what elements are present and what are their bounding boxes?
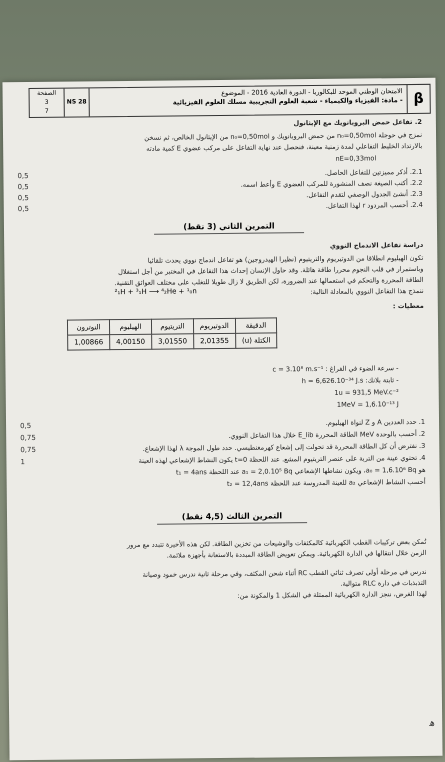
table-cell: الكتلة (u) (235, 333, 276, 348)
ex2-para-3: الطاقة المحررة والتحكم في استعمالها عند الضرورة، لكن الطريق لا زال طويلا للتغلب على مختلف العوائق التقنية. (114, 275, 424, 288)
constant-mev: 1MeV = 1,6.10⁻¹³ J (336, 400, 399, 409)
exam-sheet (2, 78, 442, 760)
ex3-para-2: الزمن خلال انتقالها في الدارة الكهربائية. ويمكن تعويض الطاقة المبددة بالاستعانة بأجهزة ملائمة. (166, 548, 427, 560)
chem-q4-points: 0,5 (17, 205, 29, 214)
table-row (68, 333, 277, 350)
chem-line-1: نمزج في حوجلة n₀=0,50mol من حمض البروبانويك و n₀=0,50mol من الإيثانول الخالص، ثم نسخن (144, 130, 423, 142)
chem-q3: 2.3. أنشئ الجدول الوصفي لتقدم التفاعل. (306, 189, 423, 200)
ex2-para-2: وباستمرار في قلب النجوم محررا طاقة هائلة. وقد حاول الإنسان إحداث هذا التفاعل في المختبر من أجل استغلال (118, 264, 424, 277)
signature-mark: ﻫ (429, 717, 435, 729)
table-header: الدقيقة (235, 318, 276, 333)
chem-q2-points: 0,5 (17, 183, 29, 192)
table-cell: 3,01550 (152, 334, 194, 349)
ex2-q2-points: 0,75 (20, 433, 36, 443)
table-cell: 2,01355 (193, 333, 235, 348)
ex3-para-3: ندرس في مرحلة أولى تصرف ثنائي القطب RC أثناء شحن المكثف، وفي مرحلة ثانية ندرس خمود وصيانة (142, 567, 427, 579)
page-number-box: الصفحة 3 7 (30, 89, 65, 117)
header-line-1: الامتحان الوطني الموحد للبكالوريا - الدورة العادية 2016 - الموضوع (221, 87, 403, 97)
header-mark: β (407, 85, 430, 113)
table-cell: 1,00866 (68, 335, 110, 350)
chem-q3-points: 0,5 (17, 194, 29, 203)
ex2-q4-line-2: هو a₀ = 1,6.10⁶ Bq، ويكون نشاطها الإشعاعي a₁ = 2,0.10⁵ Bq عند اللحظة t₁ = 4ans (175, 465, 426, 477)
ex2-para-1: تكون الهيليوم انطلاقا من الدوتيريوم والتريتيوم (نظيرا الهيدروجين) هو تفاعل اندماج نووي يحدث تلقائيا (147, 253, 424, 265)
chem-line-3: nE=0,33mol (335, 154, 377, 163)
exam-code: NS 28 (65, 88, 90, 116)
table-cell: 4,00150 (110, 334, 152, 349)
table-header: التريتيوم (151, 319, 193, 334)
constant-h: - ثابتة بلانك: h = 6,626.10⁻³⁴ J.s (301, 376, 399, 386)
chem-q4: 2.4. أحسب المردود r لهذا التفاعل. (325, 200, 423, 210)
table-header: الدوتيريوم (193, 318, 235, 333)
exercise-2-title: التمرين الثاني (3 نقط) (154, 221, 304, 235)
constant-c: - سرعة الضوء في الفراغ : c = 3.10⁸ m.s⁻¹ (272, 364, 399, 374)
ex3-para-4: التذبذبات في دارة RLC متوالية. (340, 578, 427, 588)
exercise-2-subtitle: دراسة تفاعل الاندماج النووي (329, 240, 424, 250)
mass-table (67, 317, 277, 350)
ex2-q2: 2. أحسب بالوحدة MeV الطاقة المحررة E_lib خلال هذا التفاعل النووي. (228, 429, 426, 440)
ex2-q1: 1. حدد العددين A و Z لنواة الهيليوم. (325, 417, 426, 427)
page-total: 7 (44, 107, 49, 115)
table-header: الهيليوم (109, 319, 151, 334)
chem-q1: 2.1. أذكر مميزتين للتفاعل الحاصل. (324, 167, 423, 177)
table-header: النوترون (67, 320, 109, 335)
ex3-para-1: تُمكن بعض تركيبات القطب الكهربائية كالمكثفات والوشيعات من تخزين الطاقة. لكن هذه الأخيرة تتبدد مع مرور (126, 537, 427, 550)
constant-u: 1u = 931,5 MeV.c⁻² (334, 388, 399, 397)
chem-q2: 2.2. أكتب الصيغة نصف المنشورة للمركب العضوي E وأعط اسمه. (240, 178, 423, 189)
ex2-q3-points: 0,75 (20, 445, 36, 455)
data-label: معطيات : (392, 301, 424, 311)
exam-header (29, 84, 431, 118)
exercise-3-title: التمرين الثالث (4,5 نقط) (157, 511, 307, 525)
ex2-q4-points: 1 (20, 458, 25, 467)
ex2-para-4: ننمذج هذا التفاعل النووي بالمعادلة التالية: (310, 286, 424, 297)
nuclear-equation: ²₁H + ³₁H ⟶ ⁴₂He + ¹₀n (114, 287, 197, 297)
ex2-q1-points: 0,5 (20, 422, 32, 431)
ex3-para-5: لهذا الغرض، ننجز الدارة الكهربائية الممثلة في الشكل 1 والمكونة من: (237, 589, 427, 600)
chem-line-2: بالارتداد الخليط التفاعلي لمدة زمنية معينة، فنحصل عند نهاية التفاعل على مركب عضوي E كمية مادته (146, 141, 423, 153)
chem-q1-points: 0,5 (17, 172, 29, 181)
chem-part-title: 2. تفاعل حمض البروبانويك مع الإيثانول (293, 117, 422, 128)
header-line-2: - مادة: الفيزياء والكيمياء - شعبة العلوم التجريبية مسلك العلوم الفيزيائية (172, 96, 403, 107)
ex2-q3: 3. نفترض أن كل الطاقة المحررة قد تحولت إلى إشعاع كهرمغنطيسي. حدد طول الموجة λ لهذا الإشعاع. (142, 441, 426, 453)
ex2-q4-line-3: أحسب النشاط الإشعاعي a₂ للعينة المدروسة عند اللحظة t₂ = 12,4ans (226, 477, 426, 488)
ex2-q4: 4. تحتوي عينة من التربة على عنصر التريتيوم المشع. عند اللحظة t=0 يكون النشاط الإشعاعي لهذه العينة (138, 453, 426, 465)
page-number: 3 (44, 98, 49, 106)
header-titles (90, 85, 407, 116)
